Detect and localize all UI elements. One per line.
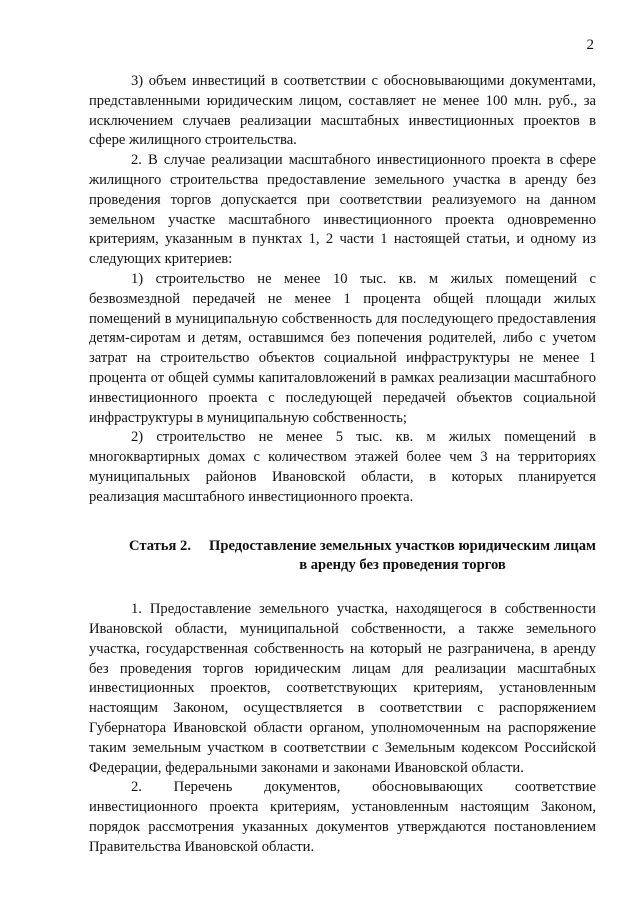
housing-criterion-2-paragraph: 2) строительство не менее 5 тыс. кв. м жилых помещений в многоквартирных домах с количеством этажей более чем 3 на территориях муниципальных районов Ивановской области, в которых планируется реализация масштабного инвестиционного проекта. <box>89 429 596 505</box>
article-heading <box>89 537 596 577</box>
article-2-paragraph-1: 1. Предоставление земельного участка, находящегося в собственности Ивановской области, муниципальной собственности, а также земельного участка, государственная собственность на который не разграничена, в аренду без проведения торгов юридическим лицам для реализации масштабных инвестиционных проектов, соответствующих критериям, установленным настоящим Законом, осуществляется в соответствии с распоряжением Губернатора Ивановской области органом, уполномоченным на распоряжение таким земельным участком в соответствии с Земельным кодексом Российской Федерации, федеральными законами и законами Ивановской области. <box>89 601 596 776</box>
page-number: 2 <box>586 37 594 53</box>
document-body <box>89 72 596 857</box>
article-number: Статья 2. <box>129 537 191 554</box>
article-2-paragraph-2: 2. Перечень документов, обосновывающих соответствие инвестиционного проекта критериям, установленным настоящим Законом, порядок рассмотрения указанных документов утверждаются постановлением Правительства Ивановской области. <box>89 779 596 855</box>
criterion-3-paragraph: 3) объем инвестиций в соответствии с обосновывающими документами, представленными юридическим лицом, составляет не менее 100 млн. руб., за исключением случаев реализации масштабных инвестиционных проектов в сфере жилищного строительства. <box>89 73 596 149</box>
article-title: Предоставление земельных участков юридическим лицам в аренду без проведения торгов <box>209 537 596 574</box>
housing-project-paragraph: 2. В случае реализации масштабного инвестиционного проекта в сфере жилищного строительства предоставление земельного участка в аренду без проведения торгов допускается при соответствии реализуемого на данном земельном участке масштабного инвестиционного проекта одновременно критериям, указанным в пунктах 1, 2 части 1 настоящей статьи, и одному из следующих критериев: <box>89 152 596 268</box>
housing-criterion-1-paragraph: 1) строительство не менее 10 тыс. кв. м жилых помещений с безвозмездной передачей не менее 1 процента общей площади жилых помещений в муниципальную собственность для последующего предоставления детям-сиротам и детям, оставшимся без попечения родителей, либо с учетом затрат на строительство объектов социальной инфраструктуры не менее 1 процента от общей суммы капиталовложений в рамках реализации масштабного инвестиционного проекта с последующей передачей объектов социальной инфраструктуры в муниципальную собственность; <box>89 270 596 426</box>
